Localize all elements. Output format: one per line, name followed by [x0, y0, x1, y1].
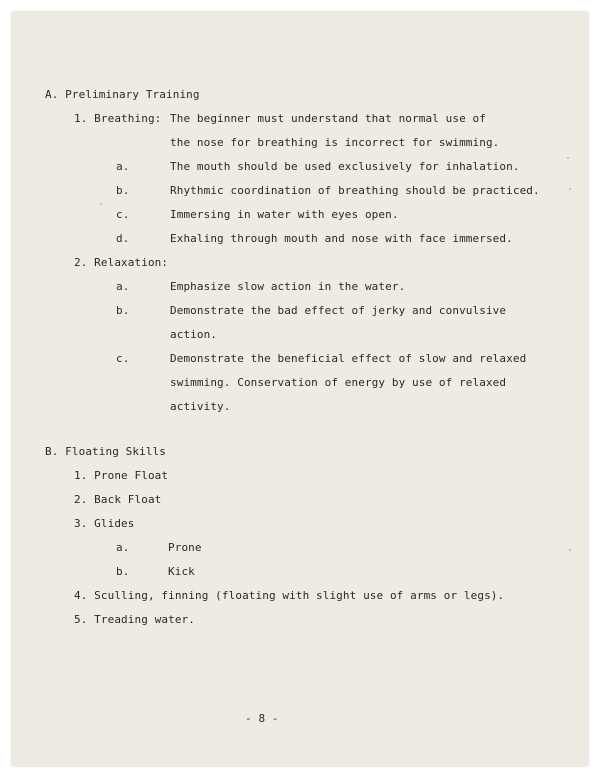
breathing-text-line-2: the nose for breathing is incorrect for swimming.: [170, 136, 500, 149]
breathing-text-line-1: The beginner must understand that normal use of: [170, 112, 486, 125]
glide-sub-text: Prone: [168, 541, 202, 554]
paper-speck: [100, 203, 102, 205]
breathing-sub-marker: a.: [116, 160, 130, 173]
breathing-sub-marker: c.: [116, 208, 130, 221]
section-a-heading: A. Preliminary Training: [45, 88, 200, 101]
floating-item: 4. Sculling, finning (floating with slight use of arms or legs).: [74, 589, 505, 602]
floating-item: 5. Treading water.: [74, 613, 196, 626]
breathing-label: 1. Breathing:: [74, 112, 162, 125]
relaxation-sub-text: Demonstrate the bad effect of jerky and convulsive: [170, 304, 507, 317]
glide-sub-marker: b.: [116, 565, 130, 578]
floating-item: 3. Glides: [74, 517, 135, 530]
relaxation-sub-marker: c.: [116, 352, 130, 365]
floating-item: 2. Back Float: [74, 493, 162, 506]
glide-sub-text: Kick: [168, 565, 195, 578]
breathing-sub-text: Immersing in water with eyes open.: [170, 208, 399, 221]
page-number: - 8 -: [245, 712, 279, 725]
breathing-sub-text: Exhaling through mouth and nose with face immersed.: [170, 232, 513, 245]
relaxation-sub-text: Emphasize slow action in the water.: [170, 280, 406, 293]
paper-speck: [569, 188, 571, 190]
section-b-heading: B. Floating Skills: [45, 445, 167, 458]
relaxation-label: 2. Relaxation:: [74, 256, 169, 269]
relaxation-sub-text: action.: [170, 328, 218, 341]
breathing-sub-marker: b.: [116, 184, 130, 197]
floating-item: 1. Prone Float: [74, 469, 169, 482]
relaxation-sub-marker: b.: [116, 304, 130, 317]
paper-speck: [567, 157, 569, 159]
relaxation-sub-text: activity.: [170, 400, 231, 413]
paper-speck: [569, 549, 571, 551]
breathing-sub-text: The mouth should be used exclusively for inhalation.: [170, 160, 520, 173]
relaxation-sub-text: Demonstrate the beneficial effect of slow and relaxed: [170, 352, 527, 365]
relaxation-sub-marker: a.: [116, 280, 130, 293]
glide-sub-marker: a.: [116, 541, 130, 554]
breathing-sub-text: Rhythmic coordination of breathing should be practiced.: [170, 184, 540, 197]
breathing-sub-marker: d.: [116, 232, 130, 245]
relaxation-sub-text: swimming. Conservation of energy by use of relaxed: [170, 376, 507, 389]
